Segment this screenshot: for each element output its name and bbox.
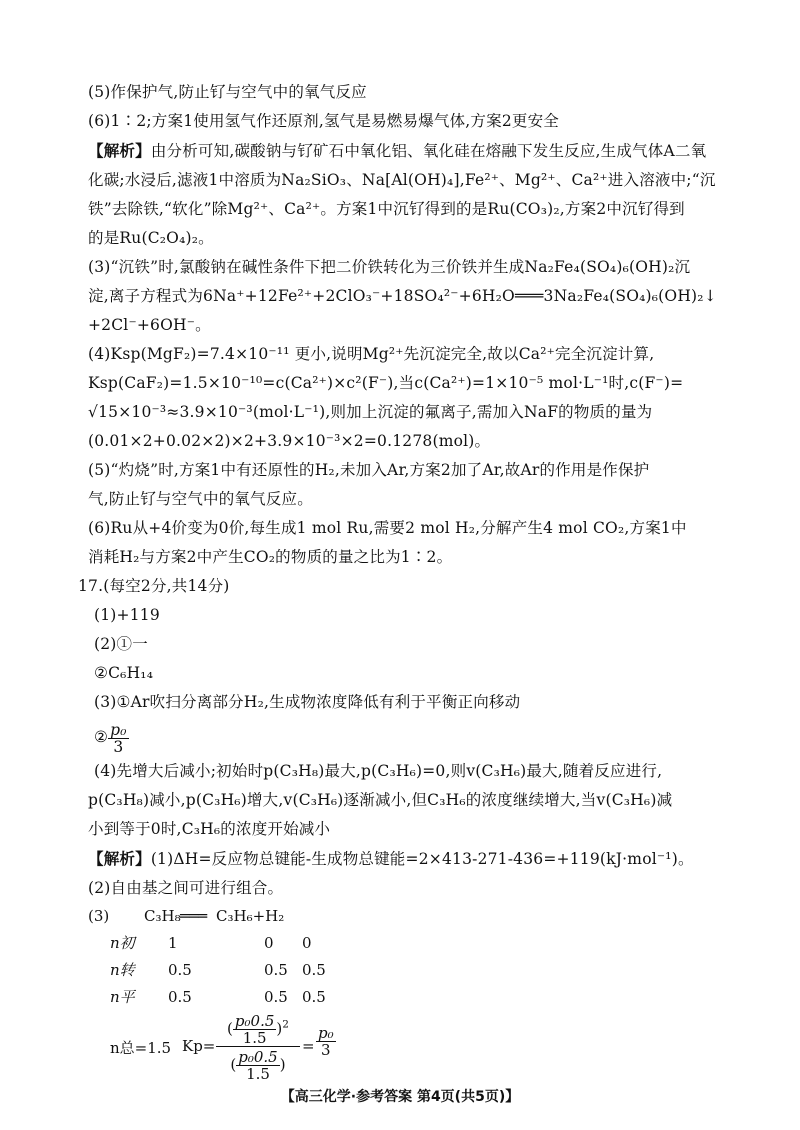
fraction-numerator: p₀ — [318, 1024, 334, 1042]
text-line: 消耗H₂与方案2中产生CO₂的物质的量之比为1∶2。 — [88, 548, 453, 566]
analysis-tag: 【解析】 — [88, 141, 151, 160]
text-line: (1)+119 — [94, 606, 160, 624]
equals-sign: = — [302, 1037, 315, 1055]
fraction — [108, 722, 129, 755]
fraction-numerator: p₀ — [110, 720, 127, 739]
fraction-line — [88, 717, 748, 757]
text-line: (4)Ksp(MgF₂)=7.4×10⁻¹¹ 更小,说明Mg²⁺先沉淀完全,故以Ca²⁺完全沉淀计算, — [88, 345, 655, 363]
table-row — [88, 957, 748, 984]
total-moles: n总=1.5 — [110, 1039, 172, 1057]
fraction-numerator: p₀0.5 — [234, 1012, 275, 1030]
row-label: n初 — [110, 934, 135, 952]
text-line: 化碳;水浸后,滤液1中溶质为Na₂SiO₃、Na[Al(OH)₄],Fe²⁺、Mg²⁺、Ca²⁺进入溶液中;“沉 — [88, 171, 716, 189]
answer-page — [78, 78, 748, 1083]
table-row — [88, 930, 748, 957]
text-line: (0.01×2+0.02×2)×2+3.9×10⁻³×2=0.1278(mol)。 — [88, 432, 491, 450]
fraction-denominator: 1.5 — [242, 1029, 267, 1047]
text-line: Ksp(CaF₂)=1.5×10⁻¹⁰=c(Ca²⁺)×c²(F⁻),当c(Ca²⁺)=1×10⁻⁵ mol·L⁻¹时,c(F⁻)= — [88, 374, 684, 392]
text-line — [88, 844, 748, 874]
cell: 0 — [264, 934, 274, 952]
text-line: ②C₆H₁₄ — [94, 664, 154, 682]
cell: 0.5 — [302, 988, 326, 1006]
kp-denominator: ( $\frac{\text{p₀0.5}}{1.5}$ ) — [230, 1048, 286, 1083]
products: C₃H₆+H₂ — [216, 907, 285, 925]
kp-result — [316, 1025, 336, 1058]
kp-calculation — [88, 1011, 748, 1083]
text-line: (4)先增大后减小;初始时p(C₃H₈)最大,p(C₃H₆)=0,则v(C₃H₆)最大,随着反应进行, — [94, 762, 663, 780]
text-line: (5)作保护气,防止钌与空气中的氧气反应 — [88, 83, 367, 101]
text-line: +2Cl⁻+6OH⁻。 — [88, 316, 211, 334]
row-label: n平 — [110, 988, 135, 1006]
equals-sign: ═══ — [180, 907, 208, 925]
fraction — [233, 1013, 276, 1046]
text-line: p(C₃H₈)减小,p(C₃H₆)增大,v(C₃H₆)逐渐减小,但C₃H₆的浓度继续增大,当v(C₃H₆)减 — [88, 791, 673, 809]
page-footer: 【高三化学·参考答案 第4页(共5页)】 — [280, 1089, 520, 1105]
text-line: 气,防止钌与空气中的氧气反应。 — [88, 490, 313, 508]
text-line: 小到等于0时,C₃H₆的浓度开始减小 — [88, 820, 331, 838]
cell: 0.5 — [168, 961, 192, 979]
reactant: C₃H₈ — [144, 907, 181, 925]
text-line — [88, 136, 748, 166]
text-line: (3)①Ar吹扫分离部分H₂,生成物浓度降低有利于平衡正向移动 — [94, 693, 521, 711]
text-line: (2)①一 — [94, 635, 148, 653]
cell: 0.5 — [168, 988, 192, 1006]
cell: 0.5 — [264, 988, 288, 1006]
equilibrium-table — [88, 903, 748, 1011]
fraction-denominator: 1.5 — [246, 1065, 270, 1083]
text-line: (6)Ru从+4价变为0价,每生成1 mol Ru,需要2 mol H₂,分解产生4 mol CO₂,方案1中 — [88, 519, 687, 537]
circled-number: ② — [94, 728, 109, 746]
text-span: (1)ΔH=反应物总键能-生成物总键能=2×413-271-436=+119(kJ·mol⁻¹)。 — [150, 850, 694, 868]
text-line: √15×10⁻³≈3.9×10⁻³(mol·L⁻¹),则加上沉淀的氟离子,需加入NaF的物质的量为 — [88, 403, 653, 421]
text-line: (5)“灼烧”时,方案1中有还原性的H₂,未加入Ar,方案2加了Ar,故Ar的作用是作保护 — [88, 461, 650, 479]
equation-row — [88, 903, 748, 930]
text-line: 的是Ru(C₂O₄)₂。 — [88, 229, 214, 247]
text-line: (6)1∶2;方案1使用氢气作还原剂,氢气是易燃易爆气体,方案2更安全 — [88, 112, 559, 130]
text-line: 淀,离子方程式为6Na⁺+12Fe²⁺+2ClO₃⁻+18SO₄²⁻+6H₂O═══3Na₂Fe₄(SO₄)₆(OH)₂↓ — [88, 287, 717, 305]
table-row — [88, 984, 748, 1011]
text-line: (2)自由基之间可进行组合。 — [88, 879, 284, 897]
cell: 0 — [302, 934, 312, 952]
table-label: (3) — [88, 907, 110, 925]
kp-numerator: ( $\frac{\text{p₀0.5}}{1.5}$ )$^2$ — [216, 1013, 300, 1047]
cell: 0.5 — [302, 961, 326, 979]
fraction-denominator: 3 — [321, 1041, 331, 1059]
analysis-tag: 【解析】 — [88, 849, 151, 868]
fraction — [236, 1049, 279, 1082]
cell: 1 — [168, 934, 178, 952]
question-heading: 17.(每空2分,共14分) — [78, 577, 230, 595]
cell: 0.5 — [264, 961, 288, 979]
text-span: 由分析可知,碳酸钠与钌矿石中氧化铝、氧化硅在熔融下发生反应,生成气体A二氧 — [150, 142, 707, 160]
text-line: (3)“沉铁”时,氯酸钠在碱性条件下把二价铁转化为三价铁并生成Na₂Fe₄(SO₄)₆(OH)₂沉 — [88, 258, 691, 276]
fraction-denominator: 3 — [113, 737, 124, 756]
row-label: n转 — [110, 961, 135, 979]
text-line: 铁”去除铁,“软化”除Mg²⁺、Ca²⁺。方案1中沉钌得到的是Ru(CO₃)₂,方案2中沉钌得到 — [88, 200, 685, 218]
kp-label: Kp= — [182, 1037, 216, 1055]
fraction-numerator: p₀0.5 — [238, 1048, 278, 1066]
